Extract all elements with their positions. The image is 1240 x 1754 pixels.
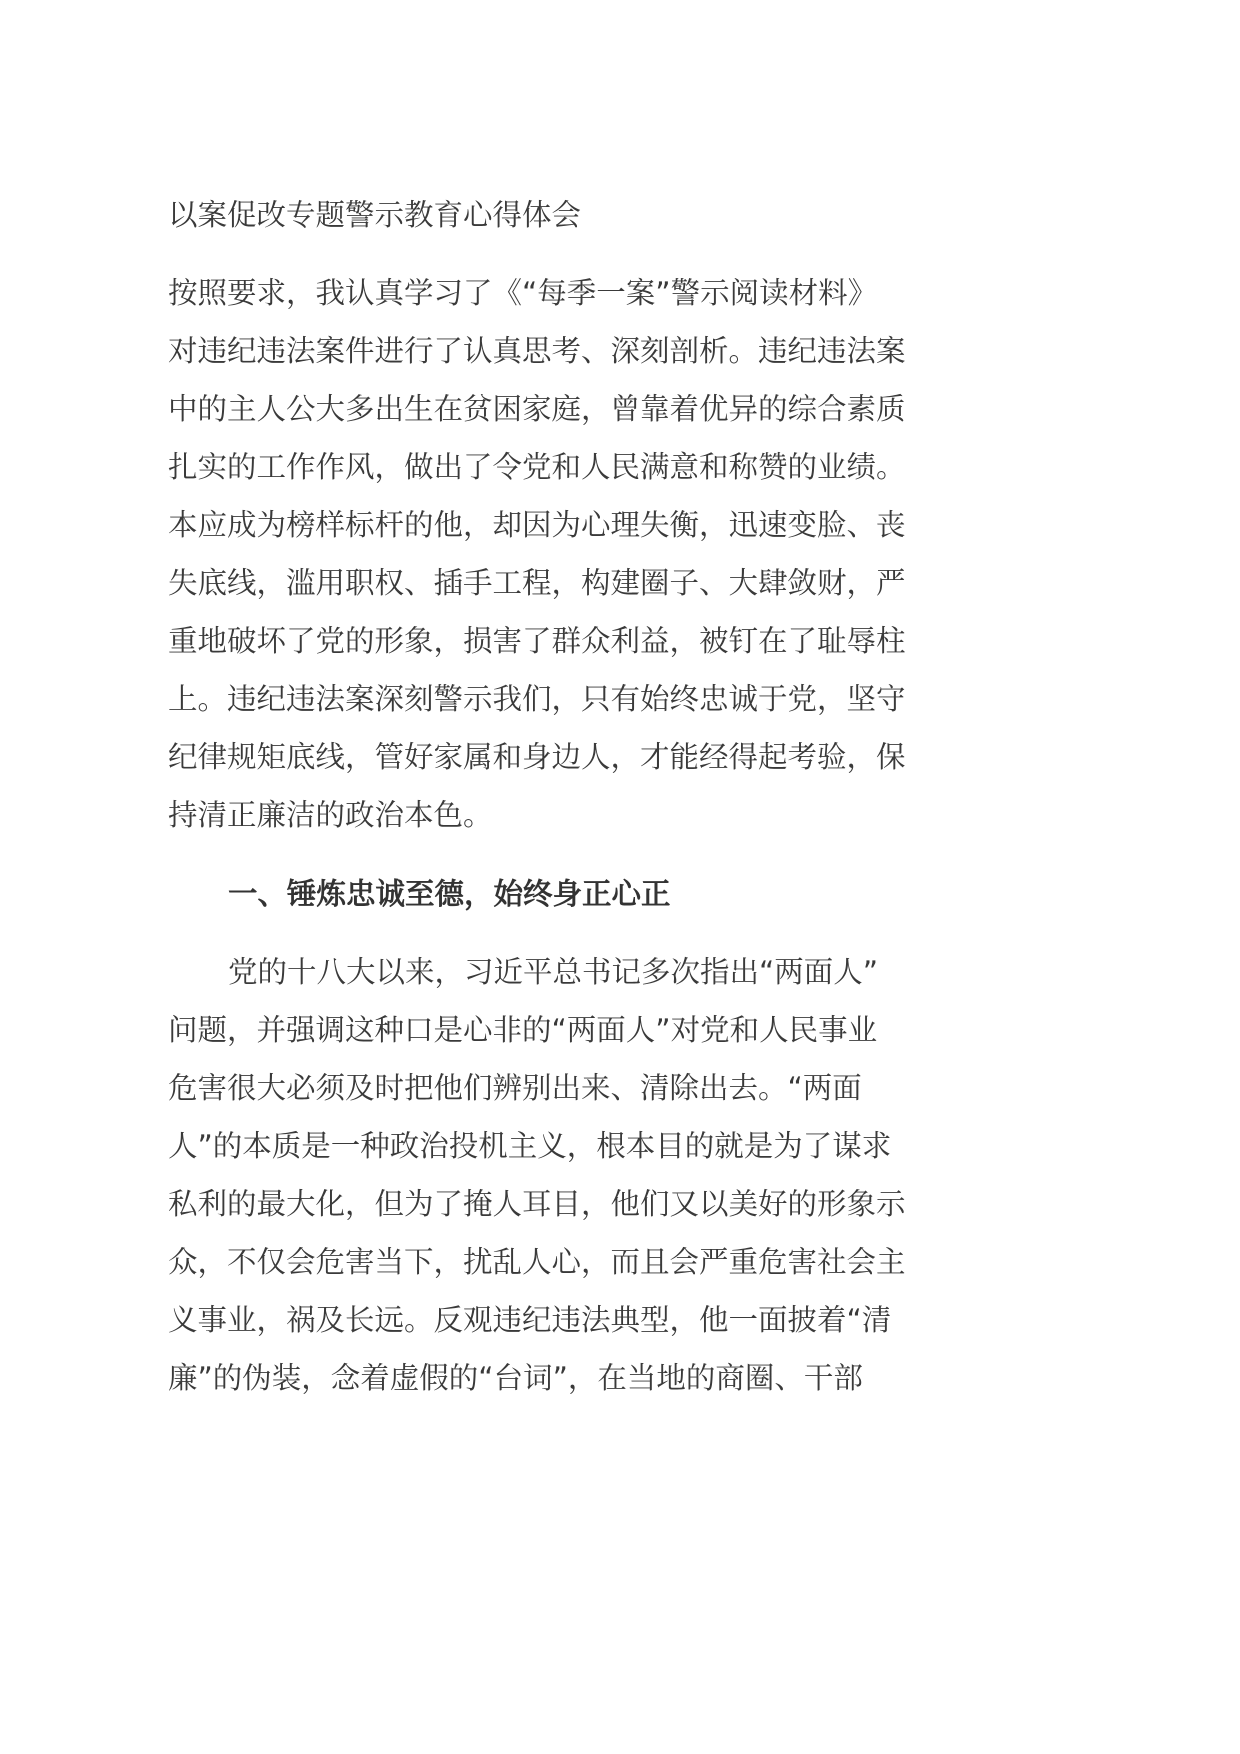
paragraph-line: 重地破坏了党的形象，损害了群众利益，被钉在了耻辱柱 — [168, 624, 906, 658]
paragraph-line: 失底线，滥用职权、插手工程，构建圈子、大肆敛财，严 — [168, 566, 906, 600]
paragraph-line: 众，不仅会危害当下，扰乱人心，而且会严重危害社会主 — [168, 1245, 906, 1279]
paragraph-line: 中的主人公大多出生在贫困家庭，曾靠着优异的综合素质 — [168, 392, 906, 426]
paragraph-line: 问题，并强调这种口是心非的“两面人”对党和人民事业 — [168, 1013, 878, 1047]
paragraph-line: 人”的本质是一种政治投机主义，根本目的就是为了谋求 — [168, 1129, 892, 1163]
document-title: 以案促改专题警示教育心得体会 — [168, 198, 582, 232]
paragraph-line: 私利的最大化，但为了掩人耳目，他们又以美好的形象示 — [168, 1187, 906, 1221]
paragraph-line: 危害很大必须及时把他们辨别出来、清除出去。“两面 — [168, 1071, 862, 1105]
paragraph-line: 党的十八大以来，习近平总书记多次指出“两面人” — [228, 955, 879, 989]
paragraph-line: 按照要求，我认真学习了《“每季一案”警示阅读材料》 — [168, 276, 878, 310]
paragraph-line: 对违纪违法案件进行了认真思考、深刻剖析。违纪违法案 — [168, 334, 906, 368]
paragraph-line: 扎实的工作作风，做出了令党和人民满意和称赞的业绩。 — [168, 450, 906, 484]
paragraph-line: 持清正廉洁的政治本色。 — [168, 798, 493, 832]
paragraph-line: 本应成为榜样标杆的他，却因为心理失衡，迅速变脸、丧 — [168, 508, 906, 542]
paragraph-line: 纪律规矩底线，管好家属和身边人，才能经得起考验，保 — [168, 740, 906, 774]
section-heading: 一、锤炼忠诚至德，始终身正心正 — [228, 877, 671, 911]
paragraph-line: 廉”的伪装，念着虚假的“台词”，在当地的商圈、干部 — [168, 1361, 863, 1395]
paragraph-line: 义事业，祸及长远。反观违纪违法典型，他一面披着“清 — [168, 1303, 892, 1337]
paragraph-line: 上。违纪违法案深刻警示我们，只有始终忠诚于党，坚守 — [168, 682, 906, 716]
